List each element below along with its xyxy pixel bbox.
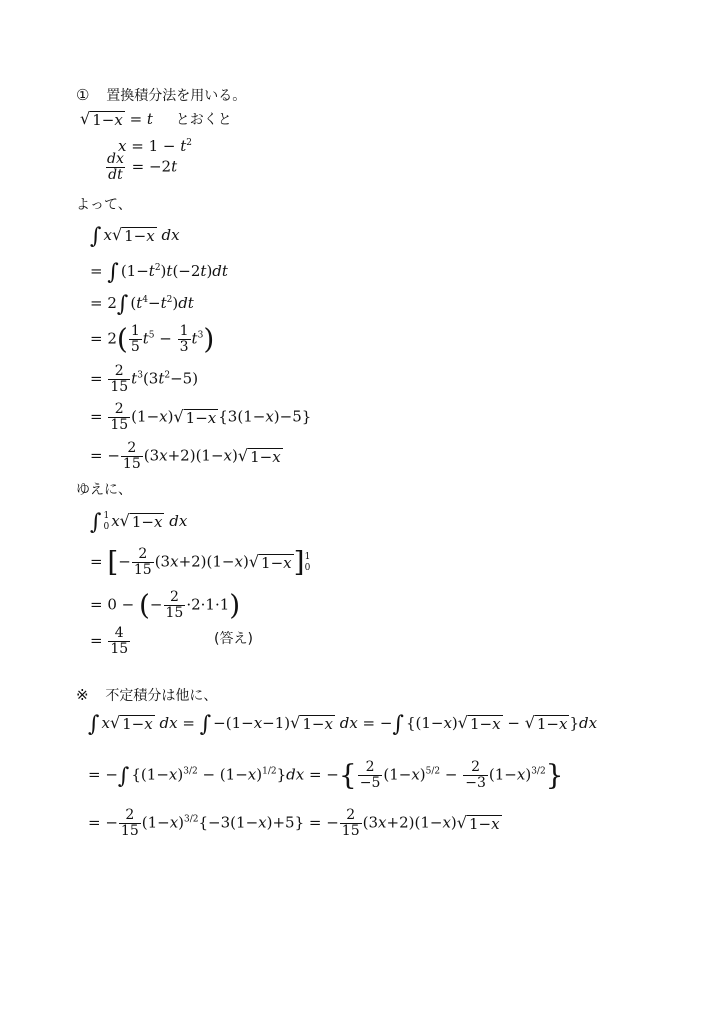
answer-label: (答え) — [214, 631, 253, 647]
indefinite-line-1: ∫ x √ 1−x dx = ∫ −(1−x−1) √ 1−x dx = −∫ {(1−x) √ 1−x − √ 1−x }dx — [88, 712, 598, 737]
x-equation: $x = 1 - t^2$ — [118, 137, 192, 155]
integral-line-7: = − $\frac{2}{15}$ (3x+2)(1−x) √ 1−x — [90, 440, 281, 472]
problem-heading — [76, 86, 246, 105]
substitution-text: とおくと — [175, 112, 232, 128]
substitution-result-line: = 0 − (− $\frac{2}{15}$ ·2·1·1) — [90, 588, 241, 622]
integral-line-4: = 2( $\frac{1}{5}$ $t^5$ − $\frac{1}{3}$ $t^3$) — [90, 322, 215, 356]
final-value-line: = $\frac{4}{15}$ — [90, 625, 129, 657]
integral-sign: ∫ — [90, 224, 102, 249]
note-heading — [76, 686, 217, 705]
yotte-label: よって、 — [76, 197, 132, 213]
heading-text: 置換積分法を用いる。 — [106, 88, 247, 104]
substitution-line: √ 1−x = t とおくと — [80, 109, 232, 129]
definite-integral-line: ∫ 1 0 x √ 1−x dx — [90, 510, 188, 535]
dx-dt-fraction: $\frac{dx}{dt}$ — [107, 151, 124, 183]
final-fraction: $\frac{4}{15}$ — [110, 625, 129, 657]
integral-line-6: = $\frac{2}{15}$ (1−x) √ 1−x {3(1−x)−5} — [90, 401, 312, 433]
sqrt-expression: √ 1−x — [80, 109, 123, 129]
integral-line-5: = $\frac{2}{15}$ $t^3(3t^2-5)$ — [90, 363, 199, 395]
indefinite-line-3: = − $\frac{2}{15}$ $(1-x)^{3/2}\{-3(1-x)+5\}$ = − $\frac{2}{15}$ (3x+2)(1−x) √ 1−x — [88, 807, 500, 839]
yueni-label: ゆえに、 — [76, 482, 132, 498]
integral-line-2: = ∫ $(1-t^2)t(-2t)dt$ — [90, 260, 228, 285]
derivative-equation: $\frac{dx}{dt}$ = −2t — [107, 151, 178, 183]
reference-mark: ※ — [76, 686, 89, 704]
integral-line-1: ∫ x √ 1−x dx — [90, 224, 180, 249]
note-text: 不定積分は他に、 — [105, 688, 218, 704]
indefinite-line-2: = −∫ $\{(1-x)^{3/2} - (1-x)^{1/2}\}dx$ = −{ $\frac{2}{-5}$ $(1-x)^{5/2}$ − $\frac{2}{-3}$ $(1-x)^{3/2}$} — [88, 758, 564, 792]
definite-evaluation-line: = [− $\frac{2}{15}$ (3x+2)(1−x) √ 1−x ] 1 0 — [90, 545, 311, 579]
integral-line-3: = 2∫ $(t^4-t^2)dt$ — [90, 292, 194, 317]
circled-number-marker: ① — [76, 86, 90, 104]
